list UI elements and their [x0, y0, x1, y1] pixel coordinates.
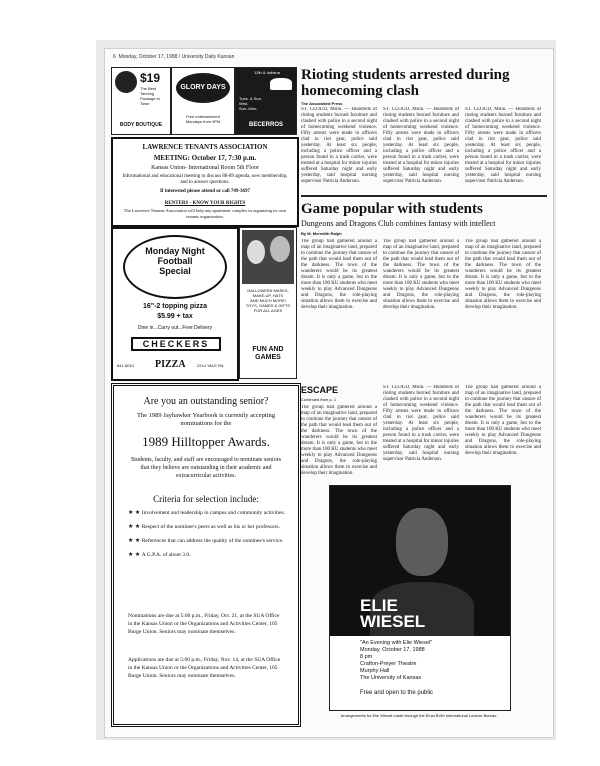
game-headline: Game popular with students — [301, 201, 483, 217]
becerros-name: BECERROS — [248, 122, 283, 128]
becerros-ad — [235, 67, 297, 135]
halloween-ad — [239, 227, 297, 379]
page-folio: 6 Monday, October 17, 1988 / University Daily Kansan — [113, 54, 235, 60]
becerros-address: 12th & Indiana — [254, 70, 280, 75]
checkers-brand: CHECKERS — [131, 337, 221, 351]
wiesel-face — [396, 508, 448, 576]
lta-title: LAWRENCE TENANTS ASSOCIATION — [142, 143, 268, 151]
lta-info: Informational and educational meeting to discuss 88-89 agenda, new membership, and to answer questions. — [122, 174, 288, 185]
halloween-copy: HALLOWEEN MASKS, MAKE-UP, HATS AND MUCH MORE! TOYS, GAMES & GIFTS FOR ALL AGES — [245, 288, 291, 313]
game-byline: By M. Meredith Ralph — [301, 231, 342, 236]
masks-photo — [242, 230, 294, 284]
pizza-phone: 841-8010 — [117, 363, 134, 368]
criteria-item: ★ ★ Respect of the nominee's peers as well as his or her professors. — [128, 524, 288, 531]
football-shape: Monday Night Football Special — [123, 235, 227, 299]
nominations-due: Nominations are due at 5:00 p.m., Friday, Oct. 21, at the SUA Office in the Kansas Union or the Organizations and Activities Center, 105 Burge Union. Seniors may nominate themselves. — [128, 613, 280, 635]
riot-headline: Rioting students arrested during homecoming clash — [301, 67, 510, 99]
lta-tagline: The Lawrence Tenants Association will help any apartment complex in organizing its own tenants organization. — [123, 208, 287, 219]
criteria-list — [128, 510, 288, 559]
fun-and-games-brand: FUN AND GAMES — [252, 346, 284, 361]
club-logo: GLORY DAYS — [176, 73, 230, 103]
lta-attend: If interested please attend or call 749-3697 — [159, 189, 251, 194]
pizza-address: 2214 YALE Rd. — [197, 363, 225, 368]
criteria-title: Criteria for selection include: — [153, 494, 259, 504]
tan-brand: BODY BOUTIQUE — [119, 122, 163, 128]
game-body-col2: The group had gathered around a map of an imaginative land, prepared to continue the journey that unsure of the path that would lead them out of the darkness. The town of the wanderers would be its greatest dream. It is only a game, but to the more than 100 KU students who meet weekly to play Advanced Dungeons and Dragons, the role-playing situation allows them to exercise and develop their imagination. — [383, 239, 459, 310]
hilltopper-award: 1989 Hilltopper Awards. — [142, 434, 270, 449]
game-body-col3: The group had gathered around a map of an imaginative land, prepared to continue the journey that unsure of the path that would lead them out of the darkness. The town of the wanderers would be its greatest dream. It is only a game, but to the more than 100 KU students who meet weekly to play Advanced Dungeons and Dragons, the role-playing situation allows them to exercise and develop their imagination. — [465, 239, 541, 310]
lawrence-tenants-ad — [111, 137, 299, 227]
escape-body-col2: ST. CLOUD, Minn. — Hundreds of rioting students burned furniture and clashed with police in a second night of homecoming weekend violence. Fifty arrests were made in officers clad in riot gear, police said yesterday. At least six people, including a police officer and a person found in a trash carrier, were treated at a hospital for minor injuries suffered Saturday night and early yesterday, said hospital nursing supervisor Patricia Anderson. — [383, 385, 459, 462]
riot-credit: The Associated Press — [301, 101, 343, 106]
wiesel-name: ELIE WIESEL — [360, 596, 426, 631]
pizza-dine: Dine in...Carry out...Free Delivery — [137, 325, 213, 331]
hilltopper-ad — [111, 383, 301, 727]
mask-face-icon — [270, 236, 290, 262]
criteria-item: ★ ★ A G.P.A. of about 3.0. — [128, 552, 288, 559]
wiesel-free: Free and open to the public — [360, 690, 434, 696]
escape-body-col1: The group had gathered around a map of an imaginative land, prepared to continue the journey that unsure of the path that would lead them out of the darkness. The town of the wanderers would be its greatest dream. It is only a game, but to the more than 100 KU students who meet weekly to play Advanced Dungeons and Dragons, the role-playing situation allows them to exercise and develop their imagination. — [301, 405, 377, 476]
lta-place: Kansas Union- International Room 5th Floor — [151, 165, 259, 171]
club-note: Free entertainment Mondays from 9PM — [185, 114, 221, 124]
lta-renters: RENTERS - KNOW YOUR RIGHTS — [164, 201, 246, 206]
pizza-price: $5.99 + tax — [157, 313, 193, 320]
pizza-word: PIZZA — [155, 359, 186, 370]
bull-logo-icon — [270, 78, 292, 90]
wiesel-ad — [329, 485, 511, 711]
pizza-deal: 16"-2 topping pizza — [143, 303, 207, 310]
newspaper-page — [104, 48, 554, 738]
becerros-specials: Tues. & Sun. Wed. Sun.-Mon. — [239, 96, 262, 111]
lta-meeting: MEETING: October 17, 7:30 p.m. — [153, 154, 257, 162]
game-body-col1: The group had gathered around a map of an imaginative land, prepared to continue the journey that unsure of the path that would lead them out of the darkness. The town of the wanderers would be its greatest dream. It is only a game, but to the more than 100 KU students who meet weekly to play Advanced Dungeons and Dragons, the role-playing situation allows them to exercise and develop their imagination. — [301, 239, 377, 310]
escape-jump-line: Continued from p. 1 — [301, 397, 337, 402]
tan-price: $19 — [140, 71, 161, 85]
pizza-ad — [111, 227, 239, 381]
story-divider — [301, 195, 547, 197]
riot-body-col3: ST. CLOUD, Minn. — Hundreds of rioting students burned furniture and clashed with police in a second night of homecoming weekend violence. Fifty arrests were made in officers clad in riot gear, police said yesterday. At least six people, including a police officer and a person found in a trash carrier, were treated at a hospital for minor injuries suffered Saturday night and early yesterday, said hospital nursing supervisor Patricia Anderson. — [465, 107, 541, 184]
riot-body-col2: ST. CLOUD, Minn. — Hundreds of rioting students burned furniture and clashed with police in a second night of homecoming weekend violence. Fifty arrests were made in officers clad in riot gear, police said yesterday. At least six people, including a police officer and a person found in a trash carrier, were treated at a hospital for minor injuries suffered Saturday night and early yesterday, said hospital nursing supervisor Patricia Anderson. — [383, 107, 459, 184]
hilltopper-question: Are you an outstanding senior? — [143, 396, 269, 407]
escape-jump-head: ESCAPE — [301, 385, 339, 395]
mask-face-icon — [247, 240, 265, 264]
wiesel-event-details: "An Evening with Elie Wiesel" Monday, October 17, 1988 8 pm Crafton-Preyer Theatre Murphy Hall The University of Kansas — [360, 640, 433, 681]
game-subhead: Dungeons and Dragons Club combines fantasy with intellect — [301, 219, 496, 228]
criteria-item: ★ ★ References that can address the quality of the nominee's service. — [128, 538, 288, 545]
wiesel-credit: Arrangements for Elie Wiesel made through the B'nai B'rith International Lecture Bureau. — [340, 713, 498, 718]
club-ad — [171, 67, 235, 135]
riot-body-col1: ST. CLOUD, Minn. — Hundreds of rioting students burned furniture and clashed with police in a second night of homecoming weekend violence. Fifty arrests were made in officers clad in riot gear, police said yesterday. At least six people, including a police officer and a person found in a trash carrier, were treated at a hospital for minor injuries suffered Saturday night and early yesterday, said hospital nursing supervisor Patricia Anderson. — [301, 107, 377, 184]
sun-logo-icon — [115, 71, 137, 93]
hilltopper-intro: The 1989 Jayhawker Yearbook is currently accepting nominations for the — [136, 412, 276, 427]
tanning-ad — [111, 67, 171, 135]
escape-body-col3: The group had gathered around a map of an imaginative land, prepared to continue the journey that unsure of the path that would lead them out of the darkness. The town of the wanderers would be its greatest dream. It is only a game, but to the more than 100 KU students who meet weekly to play Advanced Dungeons and Dragons, the role-playing situation allows them to exercise and develop their imagination. — [465, 385, 541, 456]
tan-copy: The Best Tanning Package in Town — [140, 86, 160, 106]
hilltopper-encourage: Students, faculty, and staff are encouraged to nominate seniors that they believe are outstanding in their academic and extracurricular activities. — [130, 457, 282, 479]
applications-due: Applications are due at 5:00 p.m., Friday, Nov. 14, at the SUA Office in the Kansas Union or the Organizations and Activities Center, 105 Burge Union. Seniors may nominate themselves. — [128, 657, 281, 679]
criteria-item: ★ ★ Involvement and leadership in campus and community activities. — [128, 510, 288, 517]
